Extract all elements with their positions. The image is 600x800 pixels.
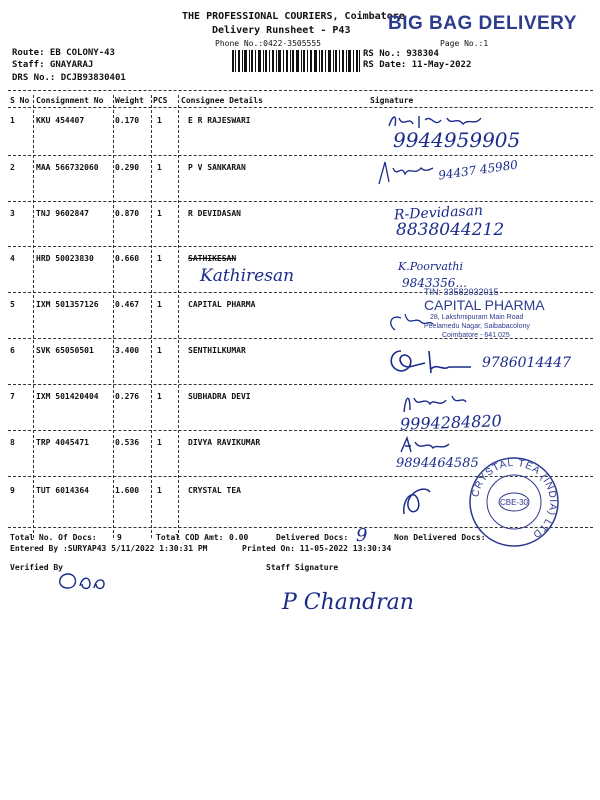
capital-pharma-address-2: Peelamedu Nagar, Saibabacolony — [424, 323, 530, 330]
cell-sno: 2 — [10, 163, 15, 172]
verified-by-signature-icon — [54, 568, 106, 592]
cell-pcs: 1 — [157, 116, 162, 125]
cell-sno: 3 — [10, 209, 15, 218]
cell-pcs: 1 — [157, 209, 162, 218]
cell-sno: 4 — [10, 254, 15, 263]
cell-weight: 0.276 — [115, 392, 140, 401]
barcode-icon — [232, 50, 360, 72]
cod-label: Total COD Amt: — [156, 533, 224, 542]
page-number: Page No.:1 — [440, 39, 489, 48]
cell-weight: 1.600 — [115, 486, 140, 495]
cell-sno: 5 — [10, 300, 15, 309]
delivered-docs-label: Delivered Docs: — [276, 533, 349, 542]
handwritten-phone-row8: 9894464585 — [396, 456, 479, 471]
handwritten-delivered-count: 9 — [356, 525, 368, 546]
cell-consignment: IXM 501420404 — [36, 392, 99, 401]
staff-signature-handwritten: P Chandran — [282, 590, 414, 615]
drs-number: DRS No.: DCJB93830401 — [12, 73, 126, 83]
cell-consignment: MAA 566732060 — [36, 163, 99, 172]
cell-consignee: SENTHILKUMAR — [188, 346, 246, 355]
handwritten-phone-row4: 9843356... — [402, 276, 467, 290]
cell-consignment: TUT 6014364 — [36, 486, 89, 495]
capital-pharma-city: Coimbatore - 641 025 — [442, 332, 510, 339]
cell-consignment: TRP 4045471 — [36, 438, 89, 447]
crystal-tea-seal-text: CRYSTAL TEA (INDIA) LTD — [470, 457, 559, 541]
company-name: THE PROFESSIONAL COURIERS, Coimbatore — [182, 11, 405, 22]
table-row — [0, 254, 600, 266]
table-row — [0, 438, 600, 450]
col-header-weight: Weight — [115, 96, 144, 105]
row-rule — [8, 201, 593, 202]
cell-consignment: HRD 50023830 — [36, 254, 94, 263]
cell-consignment: TNJ 9602847 — [36, 209, 89, 218]
cell-weight: 0.536 — [115, 438, 140, 447]
cell-sno: 6 — [10, 346, 15, 355]
cell-consignee: P V SANKARAN — [188, 163, 246, 172]
crystal-tea-seal-center: CBE-30 — [499, 498, 529, 507]
signature-row8-icon — [397, 434, 457, 456]
table-top-rule — [8, 90, 593, 91]
table-row — [0, 116, 600, 128]
cell-sno: 9 — [10, 486, 15, 495]
col-header-consignment: Consignment No — [36, 96, 104, 105]
row-rule — [8, 430, 593, 431]
phone-number: Phone No.:0422-3505555 — [215, 39, 321, 48]
row-rule — [8, 155, 593, 156]
cell-weight: 0.467 — [115, 300, 140, 309]
col-header-consignee: Consignee Details — [181, 96, 263, 105]
cell-consignee: SATHIKESAN — [188, 254, 237, 263]
col-separator — [178, 95, 179, 538]
cell-pcs: 1 — [157, 438, 162, 447]
cell-weight: 0.170 — [115, 116, 140, 125]
cell-consignee: SUBHADRA DEVI — [188, 392, 251, 401]
row-rule — [8, 246, 593, 247]
handwritten-correction-row4: Kathiresan — [200, 266, 295, 286]
cell-sno: 1 — [10, 116, 15, 125]
col-header-pcs: PCS — [153, 96, 168, 105]
handwritten-phone-row7: 9994284820 — [399, 411, 503, 434]
route: Route: EB COLONY-43 — [12, 48, 115, 58]
cell-pcs: 1 — [157, 392, 162, 401]
rs-number: RS No.: 938304 — [363, 49, 439, 59]
printed-on: Printed On: 11-05-2022 13:30:34 — [242, 544, 392, 553]
cell-weight: 0.290 — [115, 163, 140, 172]
cod-value: 0.00 — [229, 533, 249, 542]
entered-by: Entered By :SURYAP43 5/11/2022 1:30:31 PM — [10, 544, 208, 553]
capital-pharma-tin: TIN: 33582032015 — [424, 287, 499, 297]
handwritten-phone-row1: 9944959905 — [393, 128, 521, 152]
handwritten-name-row3: R-Devidasan — [393, 202, 484, 224]
total-docs-value: 9 — [117, 533, 122, 542]
signature-row9-icon — [398, 478, 438, 520]
cell-consignee: CRYSTAL TEA — [188, 486, 241, 495]
capital-pharma-address-1: 28, Lakshmipuram Main Road — [430, 314, 524, 321]
verified-by-label: Verified By — [10, 563, 63, 572]
cell-consignee: E R RAJESWARI — [188, 116, 251, 125]
col-header-sno: S No — [10, 96, 30, 105]
cell-pcs: 1 — [157, 486, 162, 495]
col-separator — [33, 95, 34, 538]
cell-consignee: DIVYA RAVIKUMAR — [188, 438, 261, 447]
col-separator — [113, 95, 114, 538]
signature-row2-icon — [375, 158, 435, 188]
cell-pcs: 1 — [157, 346, 162, 355]
handwritten-phone-row3: 8838044212 — [396, 220, 505, 240]
cell-consignment: KKU 454407 — [36, 116, 85, 125]
cell-weight: 0.870 — [115, 209, 140, 218]
table-row — [0, 392, 600, 404]
cell-consignee: CAPITAL PHARMA — [188, 300, 256, 309]
total-docs-label: Total No. Of Docs: — [10, 533, 97, 542]
rs-date: RS Date: 11-May-2022 — [363, 60, 472, 70]
handwritten-phone-row2: 94437 45980 — [437, 157, 519, 183]
signature-row5-icon — [385, 310, 435, 335]
runsheet-title: Delivery Runsheet - P43 — [212, 25, 351, 36]
cell-sno: 7 — [10, 392, 15, 401]
big-bag-delivery-stamp: BIG BAG DELIVERY — [388, 13, 577, 34]
staff: Staff: GNAYARAJ — [12, 60, 94, 70]
cell-pcs: 1 — [157, 163, 162, 172]
cell-weight: 3.400 — [115, 346, 140, 355]
capital-pharma-stamp-name: CAPITAL PHARMA — [424, 297, 545, 313]
cell-pcs: 1 — [157, 254, 162, 263]
handwritten-phone-row6: 9786014447 — [482, 355, 572, 371]
cell-consignment: SVK 65050501 — [36, 346, 94, 355]
cell-weight: 0.660 — [115, 254, 140, 263]
row-rule — [8, 384, 593, 385]
col-separator — [151, 95, 152, 538]
cell-pcs: 1 — [157, 300, 162, 309]
header-bottom-rule — [8, 107, 593, 108]
staff-signature-label: Staff Signature — [266, 563, 339, 572]
signature-row6-icon — [385, 345, 475, 377]
cell-sno: 8 — [10, 438, 15, 447]
col-header-signature: Signature — [370, 96, 414, 105]
handwritten-name-row4: K.Poorvathi — [398, 260, 463, 273]
cell-consignee: R DEVIDASAN — [188, 209, 241, 218]
non-delivered-docs-label: Non Delivered Docs: — [394, 533, 486, 542]
table-row — [0, 209, 600, 221]
row-rule — [8, 292, 593, 293]
cell-consignment: IXM 501357126 — [36, 300, 99, 309]
